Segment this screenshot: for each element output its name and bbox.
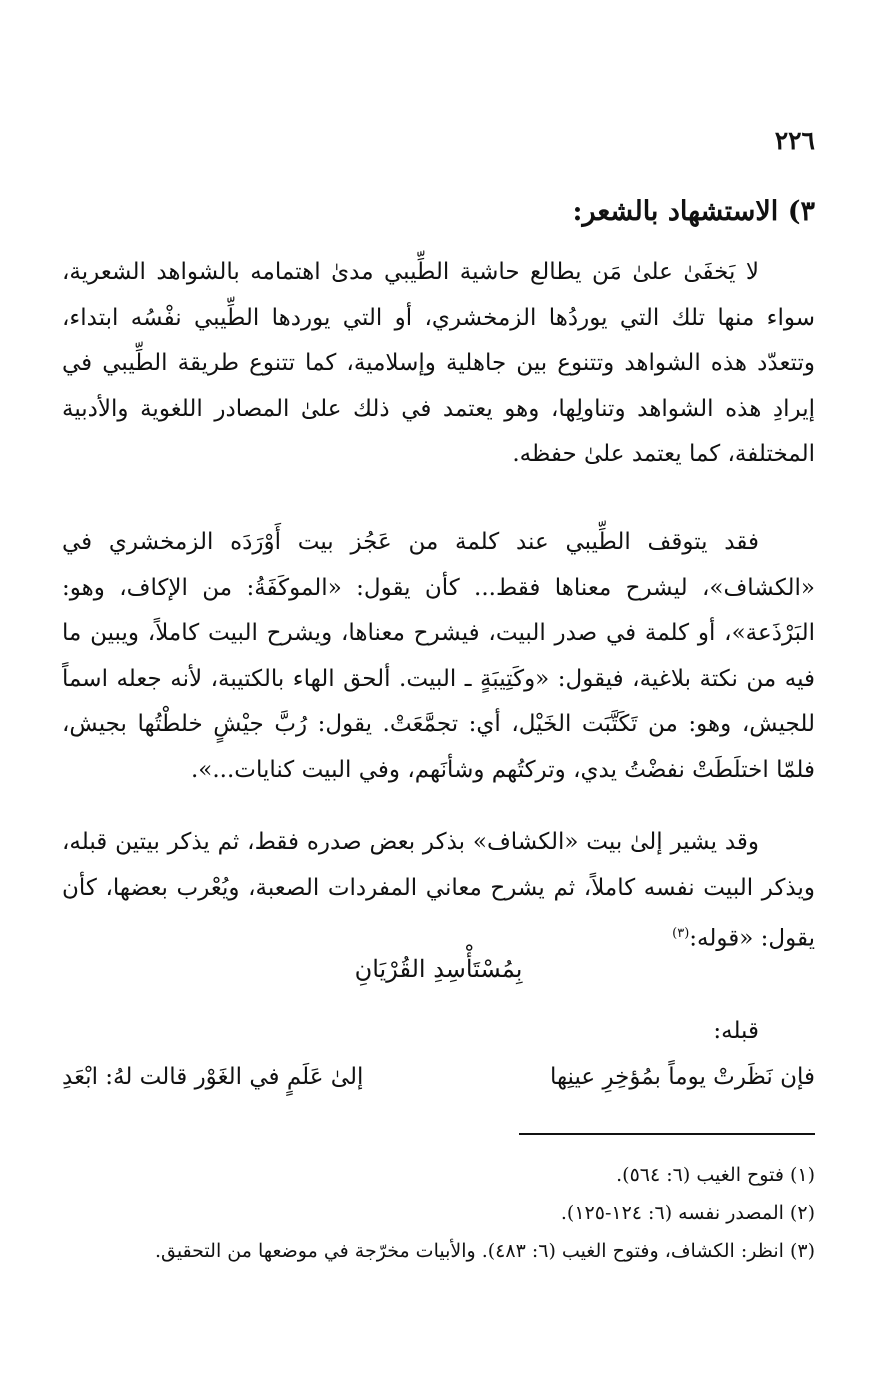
footnote-mark-3: (٣) [672,926,690,941]
second-hemistich: إلىٰ عَلَمٍ في الغَوْر قالت لهُ: ابْعَدِ [62,1064,364,1090]
page-number: ٢٢٦ [774,126,815,155]
paragraph-3 [62,820,815,962]
footnote-divider [519,1133,815,1135]
first-hemistich: فإن نَظَرتْ يوماً بمُؤخِرِ عينِها [549,1064,815,1090]
footnote-3: (٣) انظر: الكشاف، وفتوح الغيب (٦: ٤٨٣). والأبيات مخرّجة في موضعها من التحقيق. [154,1240,815,1262]
paragraph-3-text: وقد يشير إلىٰ بيت «الكشاف» بذكر بعض صدره فقط، ثم يذكر بيتين قبله، ويذكر البيت نفسه كاملاً، ثم يشرح معاني المفردات الصعبة، ويُعْرب بعضها، كأن يقول: «قوله: [62,829,815,952]
footnote-2: (٢) المصدر نفسه (٦: ١٢٤-١٢٥). [560,1202,815,1224]
footnote-1: (١) فتوح الغيب (٦: ٥٦٤). [616,1164,815,1186]
book-page [62,0,815,1391]
verse-intro-label: قبله: [713,1018,759,1044]
paragraph-2 [62,520,815,793]
section-heading: ٣) الاستشهاد بالشعر: [572,196,815,227]
quoted-verse-fragment: بِمُسْتَأْسِدِ القُرْيَانِ [354,955,523,983]
footnotes [62,1156,815,1270]
paragraph-2-text: فقد يتوقف الطِّيبي عند كلمة من عَجُز بيت أَوْرَدَه الزمخشري في «الكشاف»، ليشرح معناها فقط... كأن يقول: «الموكَفَةُ: من الإكاف، وهو: البَرْذَعة»، أو كلمة في صدر البيت، فيشرح معناها، ويشرح البيت كاملاً، ويبين ما فيه من نكتة بلاغية، فيقول: «وكَتِيبَةٍ ـ البيت. ألحق الهاء بالكتيبة، لأنه جعله اسماً للجيش، وهو: من تَكَتَّبَت الخَيْل، أي: تجمَّعَتْ. يقول: رُبَّ جيْشٍ خلطْتُها بجيش، فلمّا اختلَطَتْ نفضْتُ يدي، وتركتُهم وشأنَهم، وفي البيت كنايات...». [62,529,815,783]
paragraph-1: لا يَخفَىٰ علىٰ مَن يطالع حاشية الطِّيبي مدىٰ اهتمامه بالشواهد الشعرية، سواء منها تلك التي يوردُها الزمخشري، أو التي يوردها الطِّيبي نفْسُه ابتداء، وتتعدّد هذه الشواهد وتتنوع بين جاهلية وإسلامية، كما تتنوع طريقة الطِّيبي في إيرادِ هذه الشواهد وتناولِها، وهو يعتمد في ذلك علىٰ المصادر اللغوية والأدبية المختلفة، كما يعتمد علىٰ حفظه. [62,259,815,467]
